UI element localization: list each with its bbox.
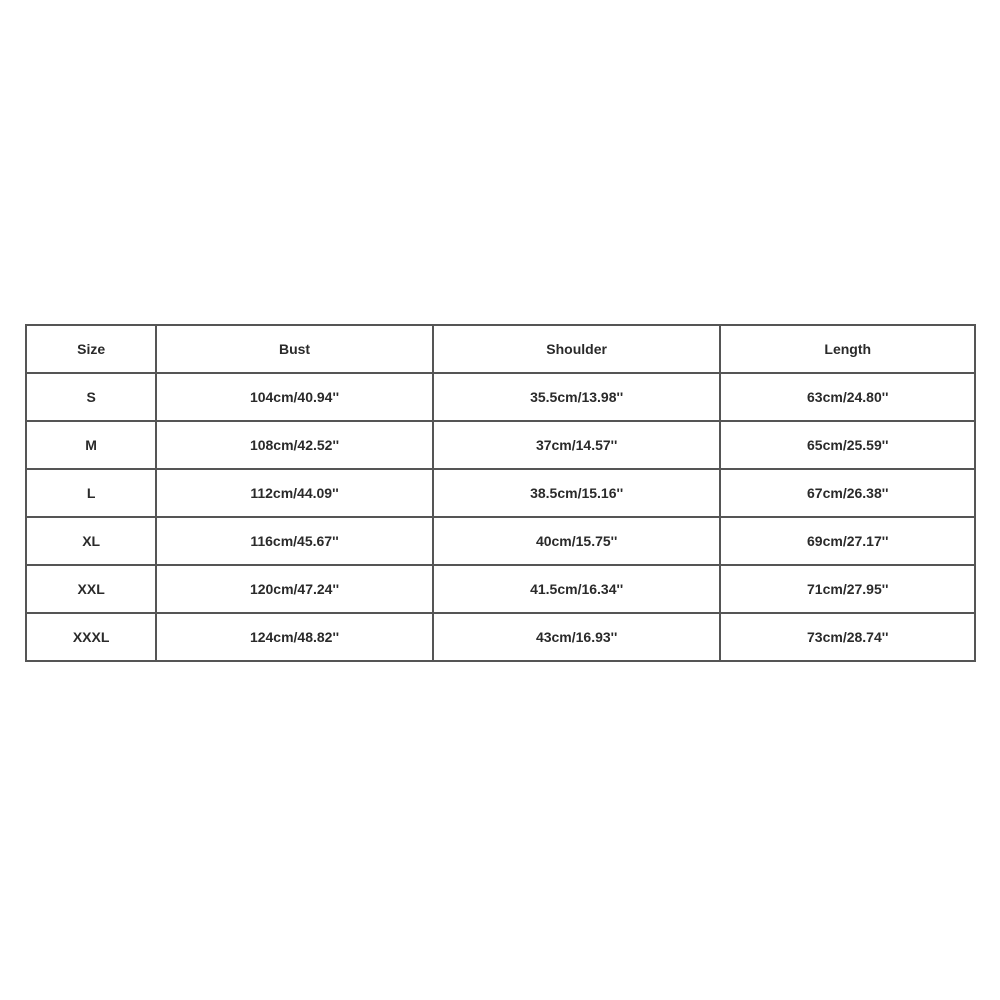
size-cell: XXXL [26,613,156,661]
table-row [26,613,975,661]
size-cell: S [26,373,156,421]
table-row [26,517,975,565]
header-shoulder: Shoulder [433,325,721,373]
size-cell: M [26,421,156,469]
length-cell: 71cm/27.95'' [720,565,975,613]
table-row [26,469,975,517]
table-row [26,565,975,613]
length-cell: 73cm/28.74'' [720,613,975,661]
shoulder-cell: 38.5cm/15.16'' [433,469,721,517]
header-row [26,325,975,373]
header-length: Length [720,325,975,373]
size-chart-table [25,324,976,662]
length-cell: 69cm/27.17'' [720,517,975,565]
shoulder-cell: 37cm/14.57'' [433,421,721,469]
length-cell: 65cm/25.59'' [720,421,975,469]
shoulder-cell: 35.5cm/13.98'' [433,373,721,421]
length-cell: 67cm/26.38'' [720,469,975,517]
shoulder-cell: 43cm/16.93'' [433,613,721,661]
bust-cell: 120cm/47.24'' [156,565,433,613]
length-cell: 63cm/24.80'' [720,373,975,421]
size-cell: XXL [26,565,156,613]
bust-cell: 108cm/42.52'' [156,421,433,469]
shoulder-cell: 40cm/15.75'' [433,517,721,565]
bust-cell: 116cm/45.67'' [156,517,433,565]
header-size: Size [26,325,156,373]
bust-cell: 104cm/40.94'' [156,373,433,421]
header-bust: Bust [156,325,433,373]
shoulder-cell: 41.5cm/16.34'' [433,565,721,613]
table-row [26,373,975,421]
table-row [26,421,975,469]
bust-cell: 124cm/48.82'' [156,613,433,661]
bust-cell: 112cm/44.09'' [156,469,433,517]
size-cell: L [26,469,156,517]
size-cell: XL [26,517,156,565]
